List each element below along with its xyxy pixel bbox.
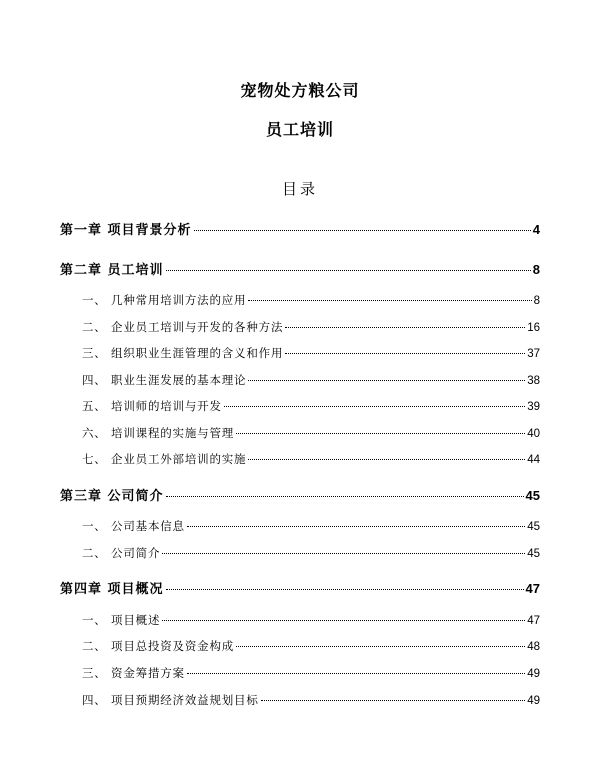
toc-label: 二、 企业员工培训与开发的各种方法 bbox=[82, 320, 284, 334]
toc-label: 四、 职业生涯发展的基本理论 bbox=[82, 373, 247, 387]
toc-leader bbox=[162, 620, 525, 621]
toc-page-number: 48 bbox=[527, 641, 540, 653]
toc-leader bbox=[162, 553, 525, 554]
toc-page-number: 47 bbox=[527, 615, 540, 627]
toc-leader bbox=[224, 406, 525, 407]
toc-label: 四、 项目预期经济效益规划目标 bbox=[82, 693, 259, 707]
toc-page-number: 44 bbox=[527, 454, 540, 466]
toc-section-2-3[interactable] bbox=[82, 345, 540, 361]
toc-page-number: 8 bbox=[533, 295, 540, 307]
toc-page-number: 8 bbox=[532, 262, 540, 277]
toc-section-4-1[interactable] bbox=[82, 612, 540, 628]
toc-section-4-2[interactable] bbox=[82, 638, 540, 654]
toc-leader bbox=[236, 433, 525, 434]
toc-leader bbox=[248, 380, 525, 381]
toc-page-number: 40 bbox=[527, 428, 540, 440]
toc-section-2-6[interactable] bbox=[82, 425, 540, 441]
toc-page-number: 49 bbox=[527, 668, 540, 680]
toc-label: 第一章 项目背景分析 bbox=[60, 223, 192, 238]
toc-leader bbox=[248, 459, 525, 460]
toc-page-number: 45 bbox=[527, 521, 540, 533]
toc-section-2-7[interactable] bbox=[82, 451, 540, 467]
toc-page-number: 49 bbox=[527, 695, 540, 707]
toc-leader bbox=[166, 270, 531, 271]
toc-section-2-1[interactable] bbox=[82, 292, 540, 308]
toc-leader bbox=[194, 230, 531, 231]
toc-chapter-3[interactable] bbox=[60, 485, 540, 504]
toc-leader bbox=[285, 327, 525, 328]
toc-page-number: 38 bbox=[527, 375, 540, 387]
toc-leader bbox=[166, 589, 524, 590]
toc-label: 一、 几种常用培训方法的应用 bbox=[82, 293, 247, 307]
toc-leader bbox=[166, 496, 524, 497]
toc-label: 二、 公司简介 bbox=[82, 546, 161, 560]
toc-leader bbox=[248, 300, 531, 301]
toc-label: 第二章 员工培训 bbox=[60, 263, 164, 278]
toc-section-3-1[interactable] bbox=[82, 518, 540, 534]
toc-section-2-4[interactable] bbox=[82, 372, 540, 388]
toc-page-number: 37 bbox=[527, 348, 540, 360]
toc-chapter-4[interactable] bbox=[60, 578, 540, 597]
document-title: 宠物处方粮公司 bbox=[240, 81, 360, 100]
toc-section-4-3[interactable] bbox=[82, 665, 540, 681]
toc-page-number: 45 bbox=[527, 548, 540, 560]
toc-label: 五、 培训师的培训与开发 bbox=[82, 399, 222, 413]
toc-leader bbox=[187, 526, 525, 527]
toc-label: 第四章 项目概况 bbox=[60, 582, 164, 597]
toc-label: 六、 培训课程的实施与管理 bbox=[82, 426, 235, 440]
toc-page-number: 16 bbox=[527, 322, 540, 334]
toc-label: 第三章 公司简介 bbox=[60, 489, 164, 504]
toc-leader bbox=[261, 700, 526, 701]
toc-page-number: 47 bbox=[525, 581, 540, 596]
toc-chapter-2[interactable] bbox=[60, 259, 540, 278]
toc-leader bbox=[285, 353, 525, 354]
toc-label: 一、 项目概述 bbox=[82, 613, 161, 627]
document-subtitle: 员工培训 bbox=[265, 120, 334, 139]
toc-page-number: 4 bbox=[532, 222, 540, 237]
toc-leader bbox=[236, 646, 525, 647]
toc-label: 七、 企业员工外部培训的实施 bbox=[82, 452, 247, 466]
toc-page-number: 39 bbox=[527, 401, 540, 413]
toc-label: 一、 公司基本信息 bbox=[82, 519, 185, 533]
toc-label: 三、 组织职业生涯管理的含义和作用 bbox=[82, 346, 284, 360]
toc-leader bbox=[187, 673, 525, 674]
toc-chapter-1[interactable] bbox=[60, 219, 540, 238]
toc-label: 二、 项目总投资及资金构成 bbox=[82, 639, 235, 653]
toc-section-3-2[interactable] bbox=[82, 545, 540, 561]
toc-section-2-2[interactable] bbox=[82, 319, 540, 335]
toc-page-number: 45 bbox=[525, 488, 540, 503]
toc-section-2-5[interactable] bbox=[82, 398, 540, 414]
toc-heading: 目录 bbox=[281, 180, 318, 198]
toc-label: 三、 资金筹措方案 bbox=[82, 666, 185, 680]
toc-section-4-4[interactable] bbox=[82, 692, 540, 708]
